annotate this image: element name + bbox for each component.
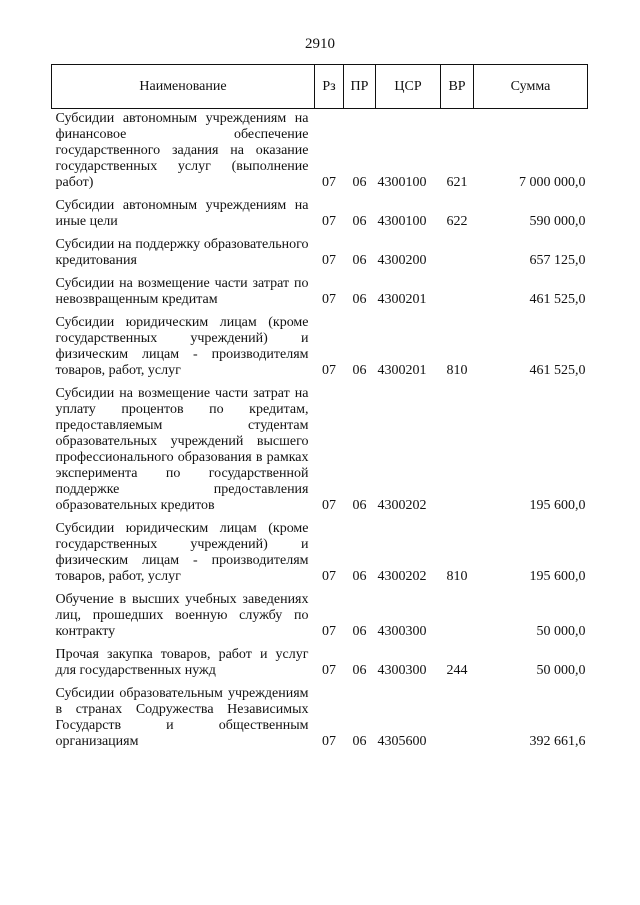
row-vr: 621 — [446, 175, 468, 190]
row-name: Прочая закупка товаров, работ и услуг для государственных нужд — [55, 647, 309, 678]
row-pr: 06 — [352, 663, 367, 678]
row-csr: 4300100 — [377, 214, 427, 229]
header-rz: Рз — [315, 65, 344, 109]
row-rz: 07 — [322, 663, 336, 678]
row-pr: 06 — [352, 363, 367, 378]
row-vr — [441, 384, 474, 519]
budget-table — [51, 64, 588, 755]
row-name: Субсидии на возмещение части затрат на уплату процентов по кредитам, предоставляемым студентам образовательных учреждений высшего профессионального образования в рамках эксперимента по государственной поддержке предоставления образовательных кредитов — [55, 386, 309, 513]
row-pr: 06 — [352, 569, 367, 584]
row-csr: 4300201 — [377, 292, 427, 307]
header-name: Наименование — [52, 65, 315, 109]
row-sum: 7 000 000,0 — [519, 175, 586, 190]
row-rz: 07 — [322, 292, 336, 307]
row-csr: 4300300 — [377, 663, 427, 678]
table-row — [52, 645, 588, 684]
row-vr — [441, 274, 474, 313]
row-rz: 07 — [322, 498, 336, 513]
row-name: Субсидии на поддержку образовательного кредитования — [55, 237, 309, 268]
row-name: Субсидии образовательным учреждениям в странах Содружества Независимых Государств и общественным организациям — [55, 686, 309, 749]
row-pr: 06 — [352, 498, 367, 513]
row-csr: 4300100 — [377, 175, 427, 190]
row-sum: 195 600,0 — [529, 569, 586, 584]
row-sum: 461 525,0 — [529, 292, 586, 307]
row-rz: 07 — [322, 363, 336, 378]
row-csr: 4300202 — [377, 498, 427, 513]
row-csr: 4305600 — [377, 734, 427, 749]
row-name: Обучение в высших учебных заведениях лиц, прошедших военную службу по контракту — [55, 592, 309, 639]
table-row — [52, 274, 588, 313]
row-pr: 06 — [352, 624, 367, 639]
row-rz: 07 — [322, 253, 336, 268]
row-vr: 810 — [446, 363, 468, 378]
header-pr: ПР — [344, 65, 376, 109]
row-pr: 06 — [352, 214, 367, 229]
row-name: Субсидии на возмещение части затрат по невозвращенным кредитам — [55, 276, 309, 307]
row-pr: 06 — [352, 253, 367, 268]
row-vr: 244 — [446, 663, 468, 678]
row-name: Субсидии юридическим лицам (кроме государственных учреждений) и физическим лицам - производителям товаров, работ, услуг — [55, 521, 309, 584]
row-csr: 4300200 — [377, 253, 427, 268]
row-sum: 657 125,0 — [529, 253, 586, 268]
row-rz: 07 — [322, 569, 336, 584]
row-sum: 50 000,0 — [536, 624, 586, 639]
row-vr — [441, 235, 474, 274]
table-row — [52, 109, 588, 197]
row-rz: 07 — [322, 734, 336, 749]
table-row — [52, 235, 588, 274]
header-sum: Сумма — [474, 65, 588, 109]
table-header-row — [52, 65, 588, 109]
table-row — [52, 590, 588, 645]
row-name: Субсидии автономным учреждениям на иные цели — [55, 198, 309, 229]
header-csr: ЦСР — [376, 65, 441, 109]
table-row — [52, 196, 588, 235]
row-vr — [441, 684, 474, 755]
row-name: Субсидии автономным учреждениям на финансовое обеспечение государственного задания на оказание государственных услуг (выполнение работ) — [55, 111, 309, 190]
row-csr: 4300300 — [377, 624, 427, 639]
row-sum: 392 661,6 — [529, 734, 586, 749]
table-row — [52, 684, 588, 755]
row-csr: 4300202 — [377, 569, 427, 584]
row-vr: 622 — [446, 214, 468, 229]
row-sum: 590 000,0 — [529, 214, 586, 229]
row-sum: 195 600,0 — [529, 498, 586, 513]
row-rz: 07 — [322, 214, 336, 229]
row-pr: 06 — [352, 175, 367, 190]
row-rz: 07 — [322, 175, 336, 190]
row-vr — [441, 590, 474, 645]
row-pr: 06 — [352, 292, 367, 307]
table-row — [52, 313, 588, 384]
row-sum: 50 000,0 — [536, 663, 586, 678]
header-vr: ВР — [441, 65, 474, 109]
table-row — [52, 519, 588, 590]
row-csr: 4300201 — [377, 363, 427, 378]
row-sum: 461 525,0 — [529, 363, 586, 378]
row-pr: 06 — [352, 734, 367, 749]
row-name: Субсидии юридическим лицам (кроме государственных учреждений) и физическим лицам - производителям товаров, работ, услуг — [55, 315, 309, 378]
table-row — [52, 384, 588, 519]
row-rz: 07 — [322, 624, 336, 639]
page-number: 2910 — [305, 36, 335, 52]
row-vr: 810 — [446, 569, 468, 584]
